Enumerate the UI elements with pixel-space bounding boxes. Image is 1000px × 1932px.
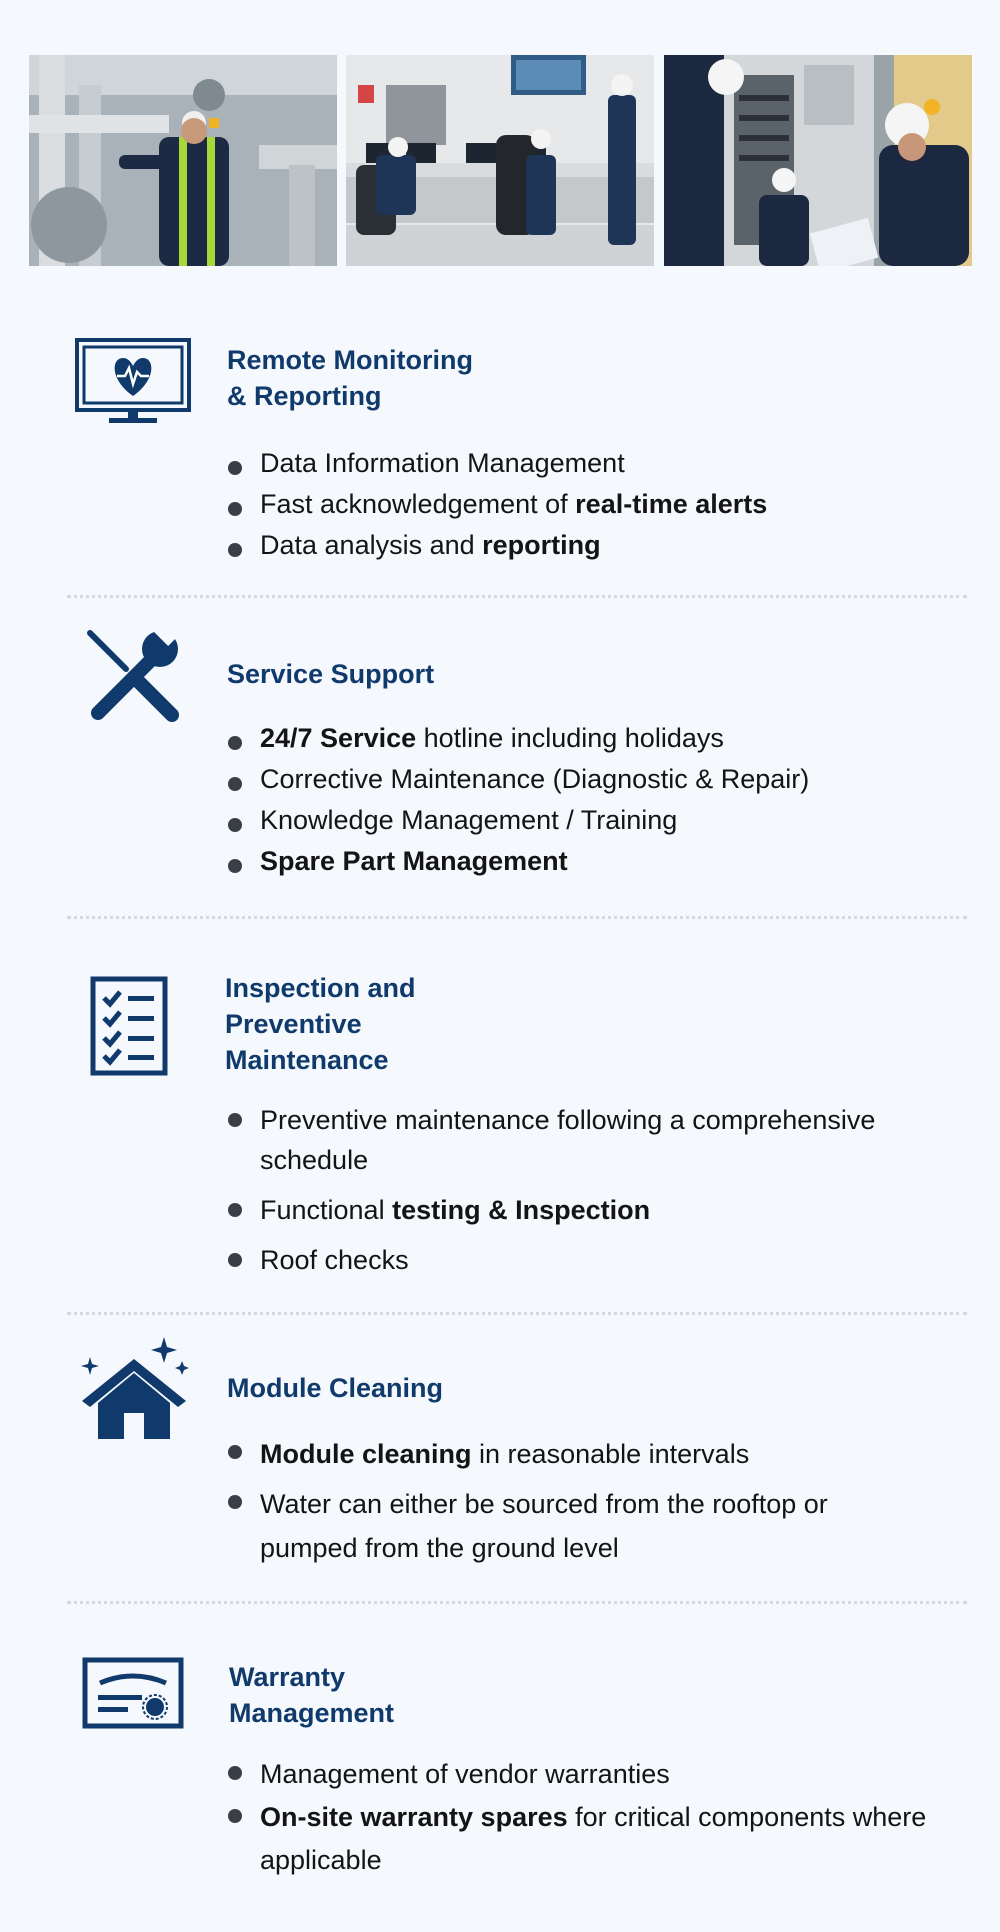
photo-strip — [29, 55, 972, 266]
list-item — [228, 1190, 968, 1230]
checklist-icon — [90, 976, 168, 1076]
section-title: Service Support — [227, 659, 435, 689]
list-item — [228, 1240, 968, 1280]
list-item — [228, 530, 968, 571]
section-divider — [67, 1601, 967, 1604]
list-item-highlight: testing & Inspection — [392, 1195, 651, 1225]
list-item-text: Roof checks — [260, 1245, 409, 1275]
bullet-list — [228, 1432, 908, 1570]
list-item-text: for critical components where applicable — [260, 1802, 927, 1875]
bullet-list — [228, 448, 968, 571]
list-item — [228, 846, 968, 887]
list-item-text: Data analysis and — [260, 530, 483, 560]
list-item-text: Knowledge Management / Training — [260, 805, 678, 835]
photo-control-room — [346, 55, 654, 266]
list-item-text: Data Information Management — [260, 448, 625, 478]
list-item-highlight: On-site warranty spares — [260, 1802, 568, 1832]
list-item-text: in reasonable intervals — [471, 1439, 750, 1469]
section-title: Warranty Management — [229, 1662, 395, 1728]
section-divider — [67, 916, 967, 919]
section-title: Inspection and Preventive Maintenance — [225, 973, 416, 1075]
list-item-text: Corrective Maintenance (Diagnostic & Repair) — [260, 764, 810, 794]
monitor-heartbeat-icon — [75, 338, 191, 426]
list-item-highlight: reporting — [482, 530, 601, 560]
bullet-list — [228, 1100, 968, 1280]
section-divider — [67, 595, 967, 598]
list-item-highlight: real-time alerts — [575, 489, 768, 519]
section-title: Module Cleaning — [227, 1373, 443, 1403]
warranty-certificate-icon — [82, 1657, 184, 1729]
list-item — [228, 1482, 908, 1570]
list-item — [228, 805, 968, 846]
list-item-highlight: Spare Part Management — [260, 846, 568, 876]
list-item — [228, 489, 968, 530]
list-item-text: Preventive maintenance following a comprehensive schedule — [260, 1105, 876, 1175]
list-item-text: hotline including holidays — [416, 723, 724, 753]
list-item-text: Water can either be sourced from the rooftop or pumped from the ground level — [260, 1489, 828, 1563]
list-item — [228, 1753, 948, 1796]
photo-engineer-pipes — [29, 55, 337, 266]
section-divider — [67, 1312, 967, 1315]
list-item-highlight: 24/7 Service — [260, 723, 417, 753]
list-item-highlight: Module cleaning — [260, 1439, 472, 1469]
clean-house-sparkle-icon — [78, 1337, 190, 1441]
list-item-text: Fast acknowledgement of — [260, 489, 576, 519]
list-item — [228, 1100, 968, 1180]
list-item-text: Management of vendor warranties — [260, 1759, 670, 1789]
photo-electrical-panel — [664, 55, 972, 266]
section-title: Remote Monitoring & Reporting — [227, 345, 473, 411]
wrench-screwdriver-icon — [84, 625, 184, 725]
list-item — [228, 448, 968, 489]
list-item — [228, 764, 968, 805]
list-item-text: Functional — [260, 1195, 393, 1225]
list-item — [228, 723, 968, 764]
list-item — [228, 1432, 908, 1476]
list-item — [228, 1796, 948, 1882]
bullet-list — [228, 1753, 948, 1882]
bullet-list — [228, 723, 968, 887]
